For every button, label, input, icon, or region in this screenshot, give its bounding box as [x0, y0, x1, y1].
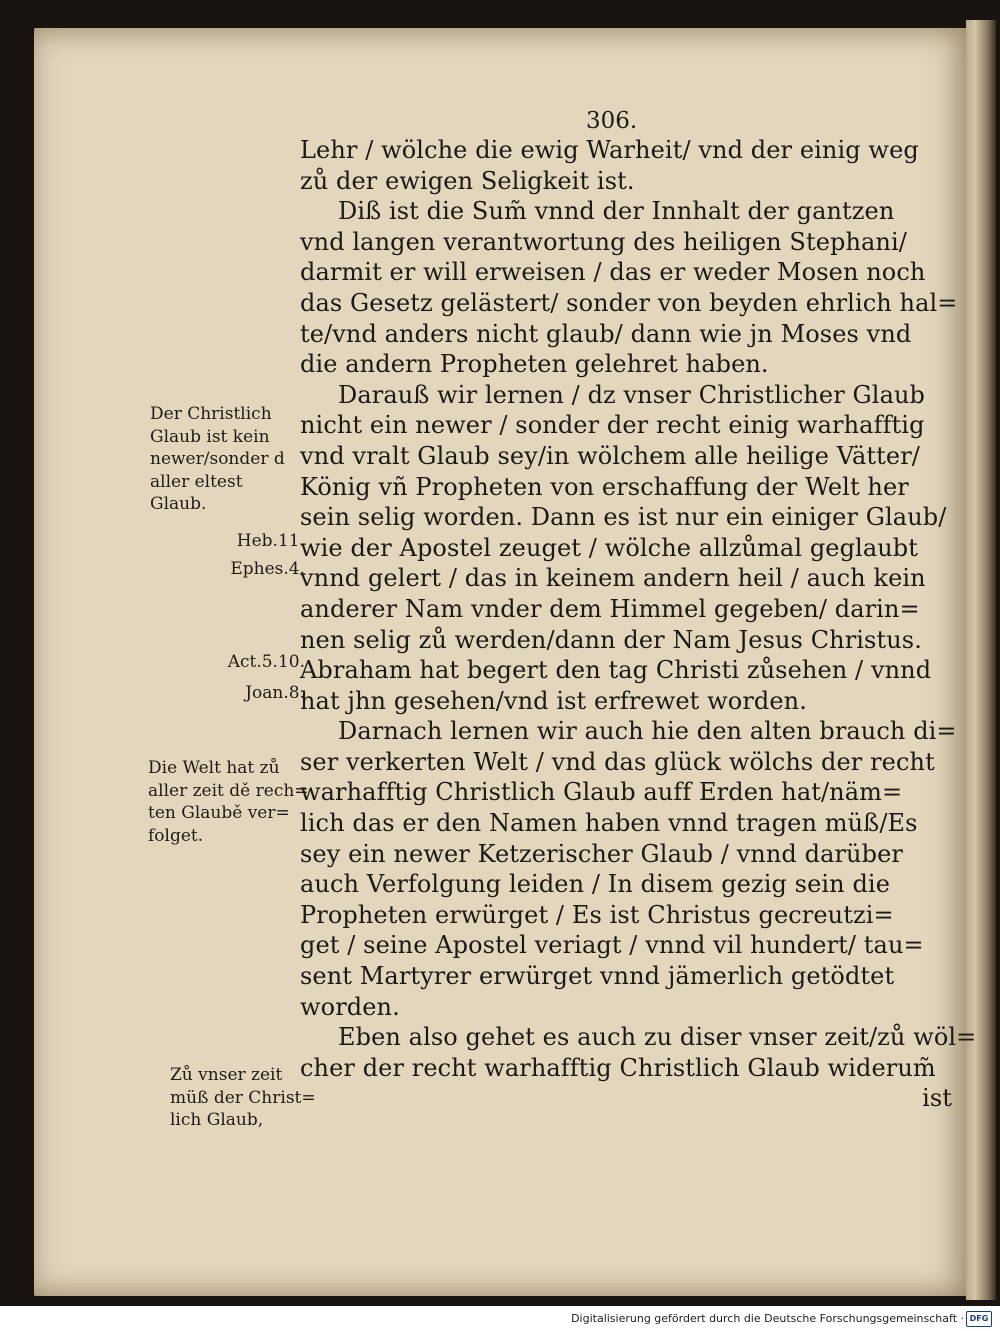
margin-note-our-time — [170, 1064, 316, 1132]
margin-ref-ephesians — [200, 558, 305, 581]
margin-note-christian-faith — [150, 403, 285, 516]
margin-ref-john — [200, 682, 305, 705]
margin-note-line: Joan.8. — [245, 683, 305, 703]
text-line: sent Martyrer erwürget vnnd jämerlich getödtet — [300, 962, 895, 991]
text-line: sey ein newer Ketzerischer Glaub / vnnd darüber — [300, 839, 903, 868]
text-line: ser verkerten Welt / vnd das glück wölchs der recht — [300, 747, 935, 776]
margin-note-line: Ephes.4. — [230, 559, 305, 579]
funding-credit: Digitalisierung gefördert durch die Deutsche Forschungsgemeinschaft · — [571, 1312, 964, 1325]
text-line: darmit er will erweisen / das er weder Mosen noch — [300, 258, 926, 287]
text-line: te/vnd anders nicht glaub/ dann wie jn Moses vnd — [300, 319, 912, 348]
text-line: vnnd gelert / das in keinem andern heil / auch kein — [300, 564, 926, 593]
margin-note-line: Der Christlich — [150, 404, 272, 424]
text-line: auch Verfolgung leiden / In disem gezig sein die — [300, 870, 891, 899]
text-line: Eben also gehet es auch zu diser vnser zeit/zů wöl= — [338, 1023, 977, 1052]
margin-note-line: ten Glaubě ver= — [148, 803, 290, 823]
text-line: Darauß wir lernen / dz vnser Christlicher Glaub — [338, 380, 926, 409]
text-line: zů der ewigen Seligkeit ist. — [300, 166, 635, 195]
text-line: Diß ist die Sum̃ vnnd der Innhalt der gantzen — [338, 197, 895, 226]
margin-note-line: Glaub. — [150, 494, 207, 514]
text-line: wie der Apostel zeuget / wölche allzůmal geglaubt — [300, 533, 919, 562]
margin-note-line: folget. — [148, 825, 204, 846]
text-line: sein selig worden. Dann es ist nur ein einiger Glaub/ — [300, 503, 947, 532]
text-line: das Gesetz gelästert/ sonder von beyden ehrlich hal= — [300, 288, 958, 317]
text-line: König vñ Propheten von erschaffung der Welt her — [300, 472, 909, 501]
margin-note-line: lich Glaub, — [170, 1110, 264, 1130]
text-line: hat jhn gesehen/vnd ist erfrewet worden. — [300, 686, 807, 715]
margin-note-line: Glaub ist kein — [150, 426, 270, 447]
text-line: die andern Propheten gelehret haben. — [300, 350, 769, 379]
text-line: nicht ein newer / sonder der recht einig warhafftig — [300, 411, 925, 440]
main-text-block — [300, 135, 977, 1114]
margin-note-line: Heb.11. — [236, 531, 305, 551]
margin-note-world-persecuted — [148, 757, 309, 847]
margin-note-line: Die Welt hat zů — [148, 758, 280, 778]
text-line: cher der recht warhafftig Christlich Glaub widerum̃ — [300, 1053, 936, 1082]
margin-note-line: müß der Christ= — [170, 1087, 316, 1108]
catchword: ist — [922, 1084, 952, 1113]
text-line: Propheten erwürget / Es ist Christus gecreutzi= — [300, 900, 894, 929]
margin-ref-hebrews — [200, 530, 305, 553]
text-line: Abraham hat begert den tag Christi zůsehen / vnnd — [300, 656, 932, 685]
page-number: 306. — [586, 108, 638, 134]
text-line: vnd vralt Glaub sey/in wölchem alle heilige Vätter/ — [300, 441, 920, 470]
text-line: Darnach lernen wir auch hie den alten brauch di= — [338, 717, 957, 746]
margin-note-line: aller zeit dě rech= — [148, 780, 309, 801]
margin-note-line: newer/sonder d — [150, 449, 285, 469]
book-spine — [966, 20, 996, 1300]
text-line: get / seine Apostel veriagt / vnnd vil hundert/ tau= — [300, 931, 924, 960]
text-line: lich das er den Namen haben vnnd tragen müß/Es — [300, 809, 918, 838]
text-line: warhafftig Christlich Glaub auff Erden hat/näm= — [300, 778, 903, 807]
text-line: worden. — [300, 992, 400, 1021]
text-line: Lehr / wölche die ewig Warheit/ vnd der einig weg — [300, 136, 919, 164]
margin-note-line: Zů vnser zeit — [170, 1065, 283, 1085]
margin-ref-acts — [200, 651, 305, 674]
margin-note-line: aller eltest — [150, 471, 243, 492]
dfg-logo-icon: DFG — [966, 1311, 992, 1327]
text-line: vnd langen verantwortung des heiligen Stephani/ — [300, 227, 907, 256]
text-line: anderer Nam vnder dem Himmel gegeben/ darin= — [300, 594, 920, 623]
margin-note-line: Act.5.10. — [227, 652, 305, 672]
text-line: nen selig zů werden/dann der Nam Jesus Christus. — [300, 625, 922, 654]
